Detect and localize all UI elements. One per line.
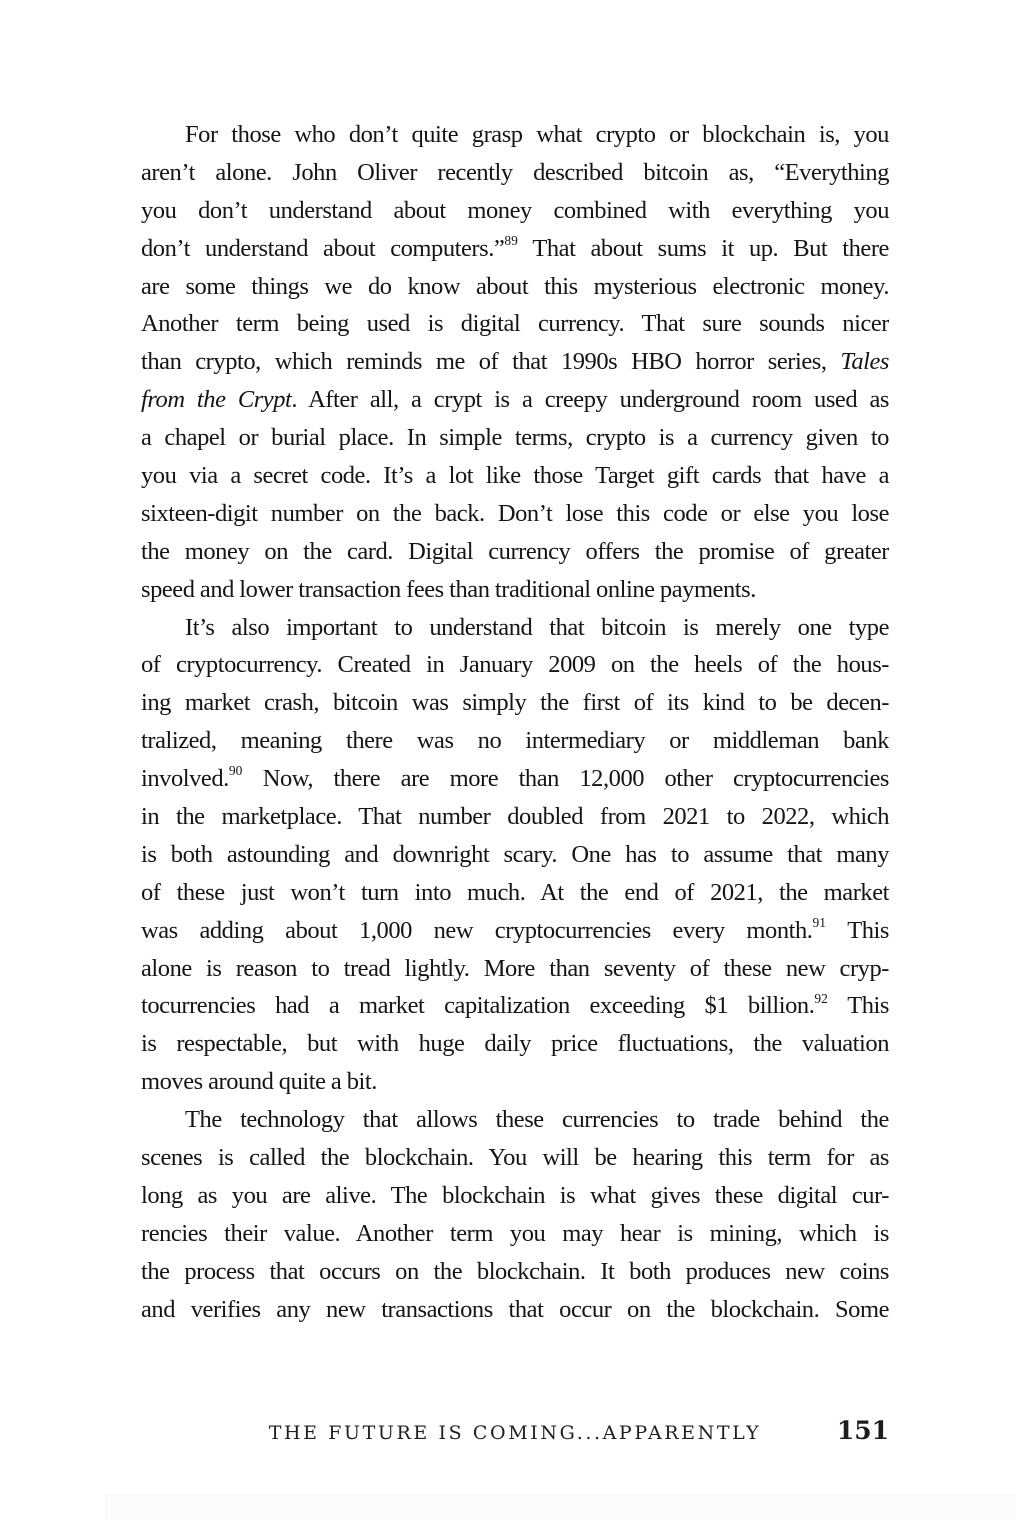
text-segment: speed and lower transaction fees than traditional online payments.	[141, 575, 756, 603]
text-segment: you via a secret code. It’s a lot like those Target gift cards that have a	[141, 462, 889, 490]
text-segment: in the marketplace. That number doubled from 2021 to 2022, which	[141, 803, 889, 831]
text-segment: scenes is called the blockchain. You will be hearing this term for as	[141, 1144, 889, 1172]
text-segment: It’s also important to understand that bitcoin is merely one type	[185, 613, 889, 641]
text-segment: than crypto, which reminds me of that 1990s HBO horror series,	[141, 348, 841, 376]
text-line	[141, 571, 889, 609]
text-line	[141, 950, 889, 988]
text-segment: . After all, a crypt is a creepy underground room used as	[291, 386, 889, 414]
text-line	[141, 533, 889, 571]
paragraph	[141, 116, 889, 609]
text-line	[141, 343, 889, 381]
text-line	[141, 419, 889, 457]
text-segment: tralized, meaning there was no intermediary or middleman bank	[141, 727, 889, 755]
text-line	[141, 495, 889, 533]
text-line	[141, 305, 889, 343]
text-line	[141, 1253, 889, 1291]
paragraph	[141, 609, 889, 1102]
text-segment: Another term being used is digital currency. That sure sounds nicer	[141, 310, 889, 338]
text-line	[141, 192, 889, 230]
text-line	[141, 1177, 889, 1215]
text-segment: the process that occurs on the blockchain. It both produces new coins	[141, 1257, 889, 1285]
text-line	[141, 1291, 889, 1329]
text-segment: rencies their value. Another term you may hear is mining, which is	[141, 1219, 889, 1247]
text-line	[141, 457, 889, 495]
text-segment: is respectable, but with huge daily price fluctuations, the valuation	[141, 1030, 889, 1058]
text-segment: ing market crash, bitcoin was simply the first of its kind to be decen-	[141, 689, 889, 717]
scan-shadow	[105, 1494, 1016, 1520]
text-segment: That about sums it up. But there	[517, 234, 889, 262]
text-segment: The technology that allows these currencies to trade behind the	[185, 1106, 889, 1134]
text-segment: the money on the card. Digital currency offers the promise of greater	[141, 537, 889, 565]
text-line	[141, 116, 889, 154]
paragraph	[141, 1101, 889, 1328]
text-line	[141, 1101, 889, 1139]
text-segment: don’t understand about computers.”	[141, 234, 505, 262]
text-segment: a chapel or burial place. In simple terms, crypto is a currency given to	[141, 424, 889, 452]
page-number: 151	[836, 1416, 889, 1445]
page-footer	[141, 1416, 889, 1449]
text-line	[141, 760, 889, 798]
page-body	[141, 116, 889, 1329]
text-line	[141, 912, 889, 950]
text-line	[141, 722, 889, 760]
footnote-reference: 90	[228, 763, 243, 779]
text-segment: For those who don’t quite grasp what crypto or blockchain is, you	[185, 121, 889, 148]
text-segment: of cryptocurrency. Created in January 2009 on the heels of the hous-	[141, 651, 889, 679]
text-segment: long as you are alive. The blockchain is what gives these digital cur-	[141, 1181, 889, 1209]
text-segment: This	[825, 916, 889, 944]
text-segment: is both astounding and downright scary. One has to assume that many	[141, 840, 889, 868]
italic-text: Tales	[840, 348, 889, 376]
text-segment: aren’t alone. John Oliver recently described bitcoin as, “Everything	[141, 158, 889, 186]
italic-text: from the Crypt	[141, 386, 292, 414]
text-segment: sixteen-digit number on the back. Don’t lose this code or else you lose	[141, 499, 889, 527]
text-line	[141, 1063, 889, 1101]
footnote-reference: 91	[812, 915, 826, 931]
text-line	[141, 836, 889, 874]
text-line	[141, 268, 889, 306]
text-segment: tocurrencies had a market capitalization exceeding $1 billion.	[141, 992, 815, 1020]
footnote-reference: 92	[814, 990, 828, 1006]
text-segment: you don’t understand about money combined with everything you	[141, 196, 889, 224]
text-line	[141, 154, 889, 192]
text-line	[141, 874, 889, 912]
running-head: THE FUTURE IS COMING...APPARENTLY	[268, 1422, 762, 1444]
text-line	[141, 684, 889, 722]
text-line	[141, 1139, 889, 1177]
text-line	[141, 381, 889, 419]
text-line	[141, 1215, 889, 1253]
text-segment: are some things we do know about this mysterious electronic money.	[141, 272, 889, 300]
text-segment: moves around quite a bit.	[141, 1068, 377, 1096]
text-line	[141, 987, 889, 1025]
text-segment: was adding about 1,000 new cryptocurrencies every month.	[141, 916, 813, 944]
text-line	[141, 609, 889, 647]
text-line	[141, 646, 889, 684]
footnote-reference: 89	[504, 233, 518, 249]
text-segment: of these just won’t turn into much. At the end of 2021, the market	[141, 878, 889, 906]
text-segment: alone is reason to tread lightly. More than seventy of these new cryp-	[141, 954, 889, 982]
text-segment: This	[827, 992, 889, 1020]
text-segment: involved.	[141, 765, 229, 793]
text-line	[141, 230, 889, 268]
text-segment: Now, there are more than 12,000 other cryptocurrencies	[242, 765, 889, 793]
text-segment: and verifies any new transactions that occur on the blockchain. Some	[141, 1295, 889, 1323]
text-line	[141, 798, 889, 836]
text-line	[141, 1025, 889, 1063]
